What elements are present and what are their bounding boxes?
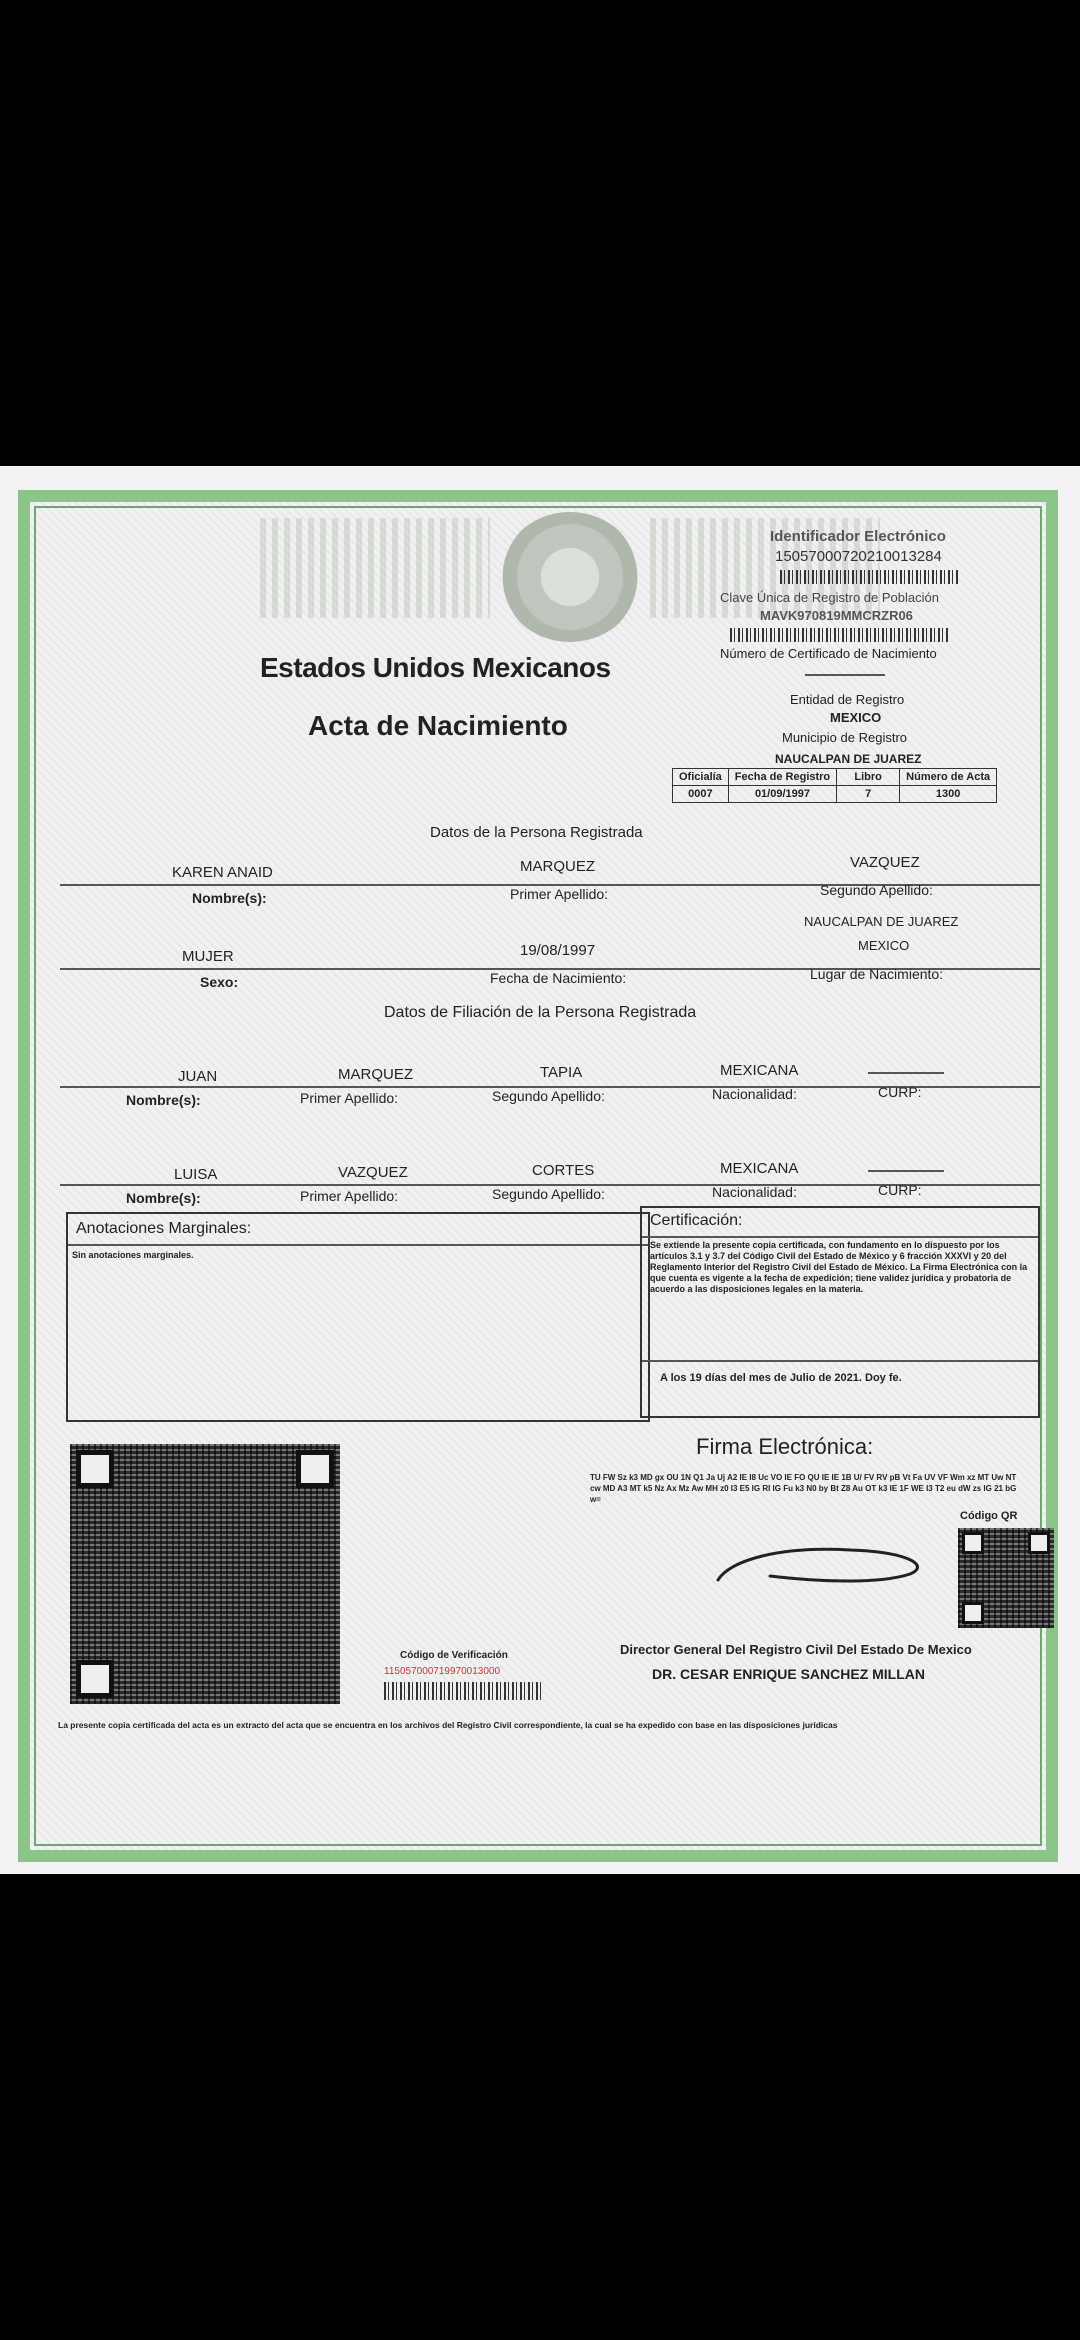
- mother-nationality-label: Nacionalidad:: [712, 1184, 797, 1200]
- qr-finder-icon: [962, 1532, 984, 1554]
- municipality-label: Municipio de Registro: [782, 730, 908, 745]
- small-qr-code: [958, 1528, 1054, 1628]
- registry-date: 01/09/1997: [728, 786, 836, 803]
- qr-finder-icon: [962, 1602, 984, 1624]
- registry-header-book: Libro: [837, 769, 900, 786]
- registered-second-surname-label: Segundo Apellido:: [820, 882, 933, 898]
- registry-header-date: Fecha de Registro: [728, 769, 836, 786]
- registered-birth-date: 19/08/1997: [520, 942, 596, 959]
- director-name: DR. CESAR ENRIQUE SANCHEZ MILLAN: [652, 1666, 926, 1682]
- registered-names: KAREN ANAID: [172, 864, 273, 881]
- registered-first-surname: MARQUEZ: [520, 858, 595, 875]
- certification-date: A los 19 días del mes de Julio de 2021. Doy fe.: [660, 1372, 902, 1384]
- verification-barcode: [384, 1682, 544, 1700]
- signature-hash: TU FW Sz k3 MD gx OU 1N Q1 Ja Uj A2 IE I8 Uc VO IE FO QU IE IE 1B U/ FV RV pB Vt Fa UV VF Wm xz MT Uw NT cw MD A3 MT k5 Nz Ax Mz Aw MH z0 I3 E5 IG RI IG Fu k3 N0 by Bt Z8 Au OT k3 IE 1F WE I3 T2 eu dW zs IG 21 bG w=: [590, 1473, 1017, 1504]
- father-nationality: MEXICANA: [720, 1062, 799, 1079]
- registered-sex: MUJER: [182, 948, 234, 965]
- electronic-id: 15057000720210013284: [775, 548, 942, 565]
- certificate-border: [18, 490, 1058, 1862]
- father-curp-line: [868, 1072, 944, 1074]
- electronic-id-barcode: [780, 570, 960, 584]
- mother-second-surname: CORTES: [532, 1162, 595, 1179]
- registry-table-row: [673, 786, 997, 803]
- registered-names-label: Nombre(s):: [192, 890, 267, 906]
- father-first-surname: MARQUEZ: [338, 1066, 413, 1083]
- registered-section-title: Datos de la Persona Registrada: [430, 824, 643, 841]
- electronic-id-label: Identificador Electrónico: [770, 528, 946, 545]
- registered-second-surname: VAZQUEZ: [850, 854, 920, 871]
- entity-label: Entidad de Registro: [790, 692, 905, 707]
- registry-table-header: [673, 769, 997, 786]
- registry-header-office: Oficialía: [673, 769, 729, 786]
- father-second-surname-label: Segundo Apellido:: [492, 1088, 605, 1104]
- birth-place-state: MEXICO: [858, 938, 910, 953]
- verification-label: Código de Verificación: [400, 1650, 508, 1661]
- annotations-divider: [68, 1244, 648, 1246]
- registry-header-act: Número de Acta: [900, 769, 997, 786]
- mother-curp-line: [868, 1170, 944, 1172]
- certification-divider-2: [642, 1360, 1038, 1362]
- main-qr-code: [70, 1444, 340, 1704]
- qr-finder-icon: [1028, 1532, 1050, 1554]
- qr-finder-icon: [76, 1450, 114, 1488]
- sex-label: Sexo:: [200, 974, 239, 990]
- mother-names-label: Nombre(s):: [126, 1190, 201, 1206]
- registry-act-number: 1300: [900, 786, 997, 803]
- qr-label: Código QR: [960, 1510, 1018, 1522]
- annotations-title: Anotaciones Marginales:: [76, 1220, 252, 1237]
- certification-text: Se extiende la presente copia certificada, con fundamento en lo dispuesto por los artículos 3.1 y 3.7 del Código Civil del Estado de México y 6 fracción XXXVI y 20 del Reglamento Interior del Registro Civil del Estado de México. La Firma Electrónica con la que cuenta es vigente a la fecha de expedición; tiene validez jurídica y probatoria de acuerdo a las disposiciones legales en la materia.: [650, 1240, 1028, 1294]
- father-nationality-label: Nacionalidad:: [712, 1086, 797, 1102]
- curp-label: Clave Única de Registro de Población: [720, 590, 939, 605]
- certificate-number-label: Número de Certificado de Nacimiento: [720, 646, 937, 661]
- qr-finder-icon: [296, 1450, 334, 1488]
- mother-second-surname-label: Segundo Apellido:: [492, 1186, 605, 1202]
- registry-table: [672, 768, 997, 803]
- birth-place-label: Lugar de Nacimiento:: [810, 966, 944, 982]
- signature-title: Firma Electrónica:: [696, 1434, 874, 1459]
- seal-ornament-left: [260, 518, 490, 618]
- municipality-value: NAUCALPAN DE JUAREZ: [775, 752, 922, 766]
- mother-first-surname: VAZQUEZ: [338, 1164, 408, 1181]
- father-names-label: Nombre(s):: [126, 1092, 201, 1108]
- registry-office: 0007: [673, 786, 729, 803]
- footer-text: La presente copia certificada del acta es un extracto del acta que se encuentra en los archivos del Registro Civil correspondiente, la cual se ha expedido con base en las disposiciones jurídicas: [58, 1720, 838, 1730]
- father-first-surname-label: Primer Apellido:: [300, 1090, 399, 1106]
- verification-code: 115057000719970013000: [384, 1666, 501, 1677]
- mother-names: LUISA: [174, 1166, 218, 1183]
- certificate-paper: [0, 466, 1080, 1874]
- certification-box: [640, 1206, 1040, 1418]
- country-title: Estados Unidos Mexicanos: [260, 652, 611, 683]
- annotations-text: Sin anotaciones marginales.: [72, 1250, 194, 1260]
- registry-book: 7: [837, 786, 900, 803]
- mother-nationality: MEXICANA: [720, 1160, 799, 1177]
- registered-first-surname-label: Primer Apellido:: [510, 886, 609, 902]
- document-title: Acta de Nacimiento: [308, 710, 568, 741]
- curp-barcode: [730, 628, 950, 642]
- birth-place-municipality: NAUCALPAN DE JUAREZ: [804, 914, 959, 929]
- birth-date-label: Fecha de Nacimiento:: [490, 970, 627, 986]
- father-second-surname: TAPIA: [540, 1064, 583, 1081]
- annotations-box: [66, 1212, 650, 1422]
- director-title: Director General Del Registro Civil Del Estado De Mexico: [620, 1642, 972, 1657]
- father-curp-label: CURP:: [878, 1084, 922, 1100]
- mother-curp-label: CURP:: [878, 1182, 922, 1198]
- certificate-number-line: [805, 674, 885, 676]
- father-names: JUAN: [178, 1068, 218, 1085]
- curp-value: MAVK970819MMCRZR06: [760, 608, 913, 623]
- qr-finder-icon: [76, 1660, 114, 1698]
- handwritten-signature-icon: [710, 1532, 940, 1602]
- entity-value: MEXICO: [830, 710, 882, 725]
- certification-divider: [642, 1236, 1038, 1238]
- mother-first-surname-label: Primer Apellido:: [300, 1188, 399, 1204]
- certification-title: Certificación:: [650, 1212, 743, 1229]
- mexico-coat-of-arms-icon: [500, 512, 640, 642]
- filiation-section-title: Datos de Filiación de la Persona Registrada: [384, 1004, 697, 1021]
